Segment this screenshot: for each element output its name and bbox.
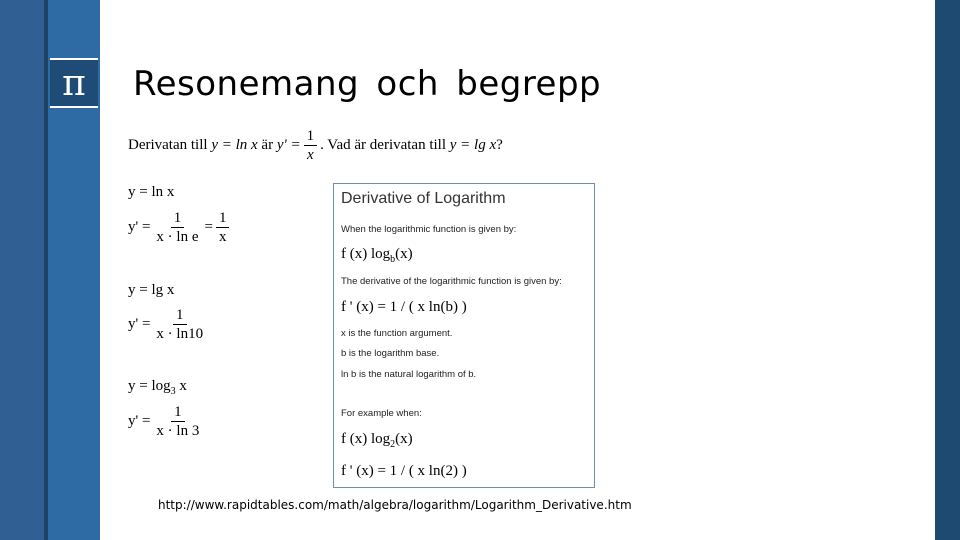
question-eq2: y' = xyxy=(276,136,301,153)
question-eq1: y = ln x xyxy=(211,136,258,153)
reference-function1: f (x) $\log_b(x)$ xyxy=(341,246,413,265)
left-decor-bar xyxy=(0,0,44,540)
reference-line2: The derivative of the logarithmic function is given by: xyxy=(341,276,562,287)
question-part3: . Vad är derivatan till xyxy=(320,136,450,153)
step3-derivative: y' = $\frac{1}{x \cdot \ln 3}$ xyxy=(128,404,205,439)
step3-function: $y = \log_3 x$ xyxy=(128,378,187,397)
slide-title: Resonemang och begrepp xyxy=(133,64,602,104)
step2-function: y = lg x xyxy=(128,282,175,298)
source-link[interactable]: http://www.rapidtables.com/math/algebra/logarithm/Logarithm_Derivative.htm xyxy=(158,498,632,512)
step3-fraction: $\frac{1}{x \cdot \ln 3}$ xyxy=(156,404,200,439)
step2-fraction: $\frac{1}{x \cdot \ln 10}$ xyxy=(156,307,204,342)
reference-derivative1: f ' (x) = 1 / ( x ln(b) ) xyxy=(341,299,467,315)
reference-line3: x is the function argument. xyxy=(341,328,453,339)
step1-derivative: y' = $\frac{1}{\text{x · ln e}}$ = $\frac{1}{x}$ xyxy=(128,210,232,245)
step1-fraction1: $\frac{1}{\text{x · ln e}}$ xyxy=(156,210,199,245)
question-fraction: $\frac{1}{x}$ xyxy=(304,128,318,163)
question-part2: är xyxy=(257,136,277,153)
pi-logo-icon xyxy=(50,58,98,108)
question-part4: ? xyxy=(496,136,503,153)
right-decor-bar xyxy=(935,0,960,540)
question-part1: Derivatan till xyxy=(128,136,212,153)
reference-box xyxy=(333,183,595,488)
reference-line4: b is the logarithm base. xyxy=(341,348,440,359)
reference-title: Derivative of Logarithm xyxy=(341,190,506,207)
question-eq3: y = lg x xyxy=(449,136,497,153)
pi-symbol: π xyxy=(62,62,86,104)
reference-line5: ln b is the natural logarithm of b. xyxy=(341,369,477,380)
reference-line6: For example when: xyxy=(341,408,422,419)
reference-derivative2: f ' (x) = 1 / ( x ln(2) ) xyxy=(341,463,467,479)
question-text xyxy=(128,128,503,163)
step1-fraction2: $\frac{1}{x}$ xyxy=(216,210,230,245)
step1-function: y = ln x xyxy=(128,184,175,200)
reference-line1: When the logarithmic function is given by: xyxy=(341,224,517,235)
reference-function2: f (x) $\log_2(x)$ xyxy=(341,431,413,450)
step2-derivative: y' = $\frac{1}{x \cdot \ln 10}$ xyxy=(128,307,209,342)
